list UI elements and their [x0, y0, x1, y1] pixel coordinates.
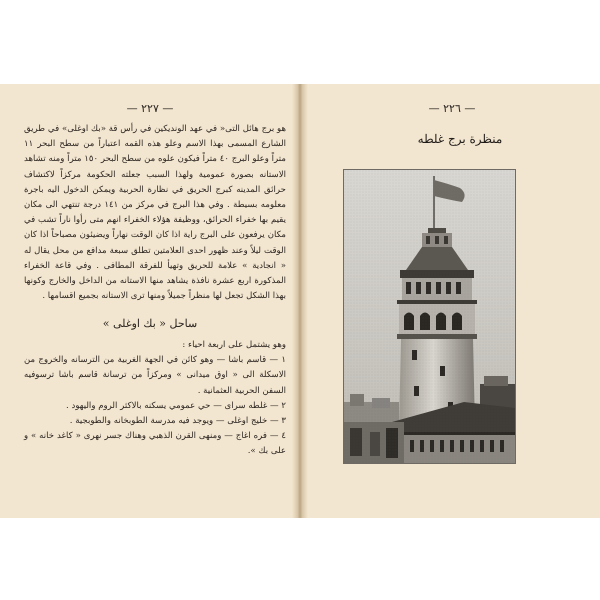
galata-tower-photograph — [343, 169, 516, 464]
left-page-body — [24, 122, 286, 304]
district-list — [24, 338, 286, 460]
right-page-number: — ٢٢٦ — — [428, 102, 476, 115]
list-item: ٢ — غلطه سراى — حي عمومي يسكنه بالاكثر الروم واليهود . — [66, 400, 286, 411]
list-item: ٣ — خليج اوغلى — ويوجد فيه مدرسة الطوبخانه والطوبجية . — [69, 416, 286, 427]
list-item: ١ — قاسم باشا — وهو كائن في الجهة الغربية من الترسانه والخروج من الاسكلة الى « اوق ميدانى » ومركزاً من ترسانة قاسم باشا ترسوفيه السفن الحربية العثمانية . — [24, 355, 286, 396]
plate-caption: منظرة برج غلطه — [417, 132, 503, 146]
list-item: ٤ — فره اغاج — ومنهى القرن الذهبي وهناك جسر نهرى « كاغد خانه » و على بك ». — [24, 431, 286, 457]
list-intro: وهو يشتمل على اربعة احياء : — [182, 340, 286, 350]
tower-illustration — [344, 170, 515, 463]
section-heading: ساحل « بك اوغلى » — [102, 317, 198, 330]
book-gutter — [292, 84, 308, 518]
paragraph: هو برج هائل التى« في عهد الونديكين في رأس قة «بك اوغلى» في طريق الشارع المسمى بهذا الاسم وعلو هذه القمه اعتباراً من سطح البحر ١١ متراً وعلو البرج ٤٠ متراً فيكون علوه من سطح البحر ١٥٠ متراً ومنه تشاهد الاستانه بصورة عمومية ولهذا السبب جعلته الحكومة مركزاً لاكتشاف حرائق المدينه كبرج الحريق في نظارة الحربية ويمكن الدخول اليه باجرة معلومه بسيطة . وفي هذا البرج في مركز من ١٤١ درجة تنتهي الى مكان يقيم بها خفراء الحرائق، ووظيفة هؤلاء الخفراء انهم متى رأوا ناراً تشب في مكان يرفعون على البرج راية اذا كان الوقت نهاراً ويضيئون مصباحاً اذا كان الوقت ليلاً وعند ظهور احدى العلامتين تطلق سبعة مدافع من محل يقال له « انجادية » علامة للحريق وتهيأ للفرقة المطافى . وفي قاعة الخفراء المذكورة اربع عشرة نافذة يشاهد منها الاستانه من الداخل والخارج وكونها بهذا الشكل تجعل لها منظراً جميلاً ومنها ترى الاستانه بجميع اقسامها . — [24, 124, 286, 302]
left-page-number: — ٢٢٧ — — [126, 102, 174, 115]
